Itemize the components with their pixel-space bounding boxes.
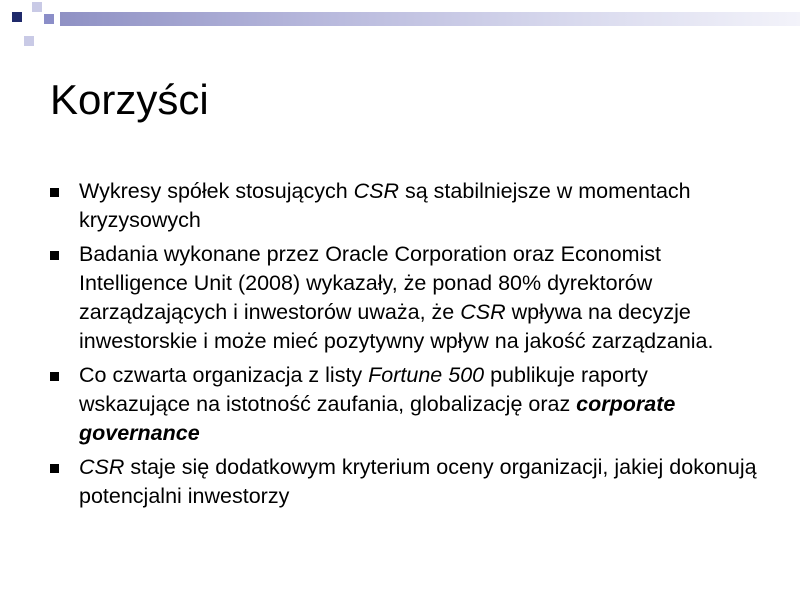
bullet-text-segment: Fortune 500 [368,363,485,387]
square-bullet-icon [50,251,59,260]
bullet-list [50,177,760,516]
bullet-text-segment: CSR [353,179,400,203]
bullet-text-segment: CSR [79,455,125,479]
bullet-item [50,177,760,235]
bullet-text-segment: staje się dodatkowym kryterium oceny organizacji, jakiej dokonują potencjalni inwestorzy [79,455,757,508]
bullet-text [79,363,675,445]
bullet-text-segment: Wykresy spółek stosujących [79,179,354,203]
bullet-text-segment: wpływa na decyzje inwestorskie i może mieć pozytywny wpływ na jakość zarządzania. [79,300,714,353]
bullet-text-segment: corporate governance [79,392,676,445]
square-bullet-icon [50,372,59,381]
bullet-text-segment: są stabilniejsze w momentach kryzysowych [79,179,691,232]
bullet-text [79,179,691,232]
square-bullet-icon [50,188,59,197]
bullet-text-segment: CSR [460,300,506,324]
bullet-text [79,242,714,353]
bullet-item [50,240,760,356]
header-gradient-bar [60,12,800,26]
slide-title: Korzyści [50,76,209,123]
decor-square-mid [44,14,54,24]
decor-square-light [32,2,42,12]
bullet-item [50,453,760,511]
bullet-text-segment: Co czwarta organizacja z listy [79,363,369,387]
bullet-text-segment: publikuje raporty wskazujące na istotność zaufania, globalizację oraz [79,363,648,416]
bullet-item [50,361,760,448]
header-decoration [0,0,800,48]
decor-square-dark [12,12,22,22]
bullet-text [79,455,757,508]
bullet-text-segment: Badania wykonane przez Oracle Corporation oraz Economist Intelligence Unit (2008) wykazały, że ponad 80% dyrektorów zarządzających i inwestorów uważa, że [79,242,661,324]
square-bullet-icon [50,464,59,473]
decor-square-light-2 [24,36,34,46]
